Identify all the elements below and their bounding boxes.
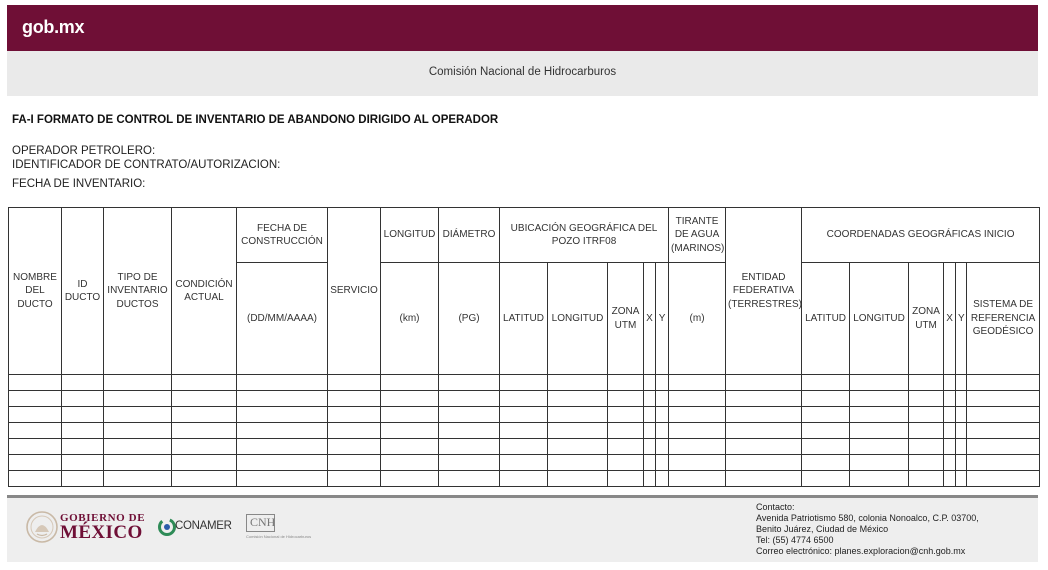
- table-cell[interactable]: [669, 471, 726, 487]
- table-row: [9, 391, 1040, 407]
- table-cell[interactable]: [104, 423, 172, 439]
- table-cell[interactable]: [237, 439, 328, 455]
- gob-mx-logo[interactable]: gob.mx: [22, 17, 85, 37]
- table-cell[interactable]: [9, 439, 62, 455]
- table-cell[interactable]: [104, 471, 172, 487]
- header-nombre-ducto: NOMBRE DEL DUCTO: [9, 208, 62, 375]
- table-cell[interactable]: [656, 423, 669, 439]
- fecha-inventario-label: FECHA DE INVENTARIO:: [12, 178, 146, 190]
- table-cell[interactable]: [548, 407, 608, 423]
- footer: [7, 498, 1038, 562]
- header-coordenadas-inicio: COORDENADAS GEOGRÁFICAS INICIO: [802, 208, 1040, 263]
- table-cell[interactable]: [944, 407, 956, 423]
- table-cell[interactable]: [62, 407, 104, 423]
- table-cell[interactable]: [644, 375, 656, 391]
- table-cell[interactable]: [802, 455, 850, 471]
- table-cell[interactable]: [104, 375, 172, 391]
- table-cell[interactable]: [608, 407, 644, 423]
- table-cell[interactable]: [669, 391, 726, 407]
- table-cell[interactable]: [548, 455, 608, 471]
- table-cell[interactable]: [644, 471, 656, 487]
- table-cell[interactable]: [439, 375, 500, 391]
- table-cell[interactable]: [500, 439, 548, 455]
- table-cell[interactable]: [944, 375, 956, 391]
- header-fecha-unit: (DD/MM/AAAA): [237, 263, 328, 375]
- table-cell[interactable]: [172, 423, 237, 439]
- table-cell[interactable]: [669, 407, 726, 423]
- table-cell[interactable]: [850, 455, 909, 471]
- table-cell[interactable]: [944, 439, 956, 455]
- table-cell[interactable]: [548, 391, 608, 407]
- table-cell[interactable]: [104, 391, 172, 407]
- contact-address-line2: Benito Juárez, Ciudad de México: [756, 524, 889, 534]
- table-cell[interactable]: [656, 455, 669, 471]
- table-cell[interactable]: [9, 455, 62, 471]
- operador-label: OPERADOR PETROLERO:: [12, 145, 156, 157]
- header-tirante-unit: (m): [669, 263, 726, 375]
- header-ubicacion-x: X: [644, 263, 656, 375]
- table-cell[interactable]: [237, 423, 328, 439]
- table-cell[interactable]: [381, 439, 439, 455]
- table-cell[interactable]: [944, 455, 956, 471]
- header-ubicacion-y: Y: [656, 263, 669, 375]
- table-cell[interactable]: [726, 375, 802, 391]
- table-cell[interactable]: [500, 455, 548, 471]
- table-cell[interactable]: [669, 439, 726, 455]
- table-cell[interactable]: [956, 439, 967, 455]
- table-cell[interactable]: [439, 423, 500, 439]
- table-cell[interactable]: [500, 423, 548, 439]
- table-cell[interactable]: [956, 423, 967, 439]
- table-cell[interactable]: [909, 375, 944, 391]
- table-cell[interactable]: [956, 391, 967, 407]
- table-cell[interactable]: [439, 439, 500, 455]
- table-cell[interactable]: [62, 455, 104, 471]
- table-cell[interactable]: [500, 375, 548, 391]
- table-cell[interactable]: [439, 471, 500, 487]
- table-cell[interactable]: [967, 471, 1040, 487]
- table-cell[interactable]: [802, 439, 850, 455]
- form-title: FA-I FORMATO DE CONTROL DE INVENTARIO DE ABANDONO DIRIGIDO AL OPERADOR: [12, 114, 499, 126]
- table-cell[interactable]: [172, 439, 237, 455]
- header-coordenadas-latitud: LATITUD: [802, 263, 850, 375]
- table-cell[interactable]: [956, 455, 967, 471]
- table-cell[interactable]: [62, 439, 104, 455]
- table-cell[interactable]: [62, 375, 104, 391]
- table-cell[interactable]: [104, 439, 172, 455]
- table-row: [9, 423, 1040, 439]
- header-diametro: DIÁMETRO: [439, 208, 500, 263]
- header-id-ducto: ID DUCTO: [62, 208, 104, 375]
- table-cell[interactable]: [967, 455, 1040, 471]
- table-cell[interactable]: [644, 423, 656, 439]
- contact-email[interactable]: Correo electrónico: planes.exploracion@cnh.gob.mx: [756, 546, 966, 556]
- contact-title: Contacto:: [756, 502, 795, 512]
- cnh-subtitle: Comisión Nacional de Hidrocarburos: [246, 534, 312, 539]
- table-cell[interactable]: [328, 439, 381, 455]
- table-cell[interactable]: [9, 375, 62, 391]
- header-longitud-unit: (km): [381, 263, 439, 375]
- header-diametro-unit: (PG): [439, 263, 500, 375]
- table-cell[interactable]: [656, 439, 669, 455]
- table-cell[interactable]: [500, 391, 548, 407]
- table-row: [9, 439, 1040, 455]
- header-ubicacion-longitud: LONGITUD: [548, 263, 608, 375]
- table-cell[interactable]: [439, 391, 500, 407]
- table-cell[interactable]: [967, 375, 1040, 391]
- table-cell[interactable]: [328, 375, 381, 391]
- table-cell[interactable]: [381, 455, 439, 471]
- table-cell[interactable]: [726, 423, 802, 439]
- mexico-text: MÉXICO: [60, 522, 143, 543]
- table-cell[interactable]: [500, 471, 548, 487]
- table-row: [9, 375, 1040, 391]
- table-cell[interactable]: [381, 471, 439, 487]
- table-cell[interactable]: [439, 455, 500, 471]
- table-cell[interactable]: [944, 471, 956, 487]
- table-cell[interactable]: [802, 423, 850, 439]
- header-entidad-federativa: ENTIDAD FEDERATIVA (TERRESTRES): [726, 208, 802, 375]
- table-cell[interactable]: [669, 455, 726, 471]
- table-cell[interactable]: [967, 391, 1040, 407]
- contact-address-line1: Avenida Patriotismo 580, colonia Nonoalco, C.P. 03700,: [756, 513, 979, 523]
- table-cell[interactable]: [967, 423, 1040, 439]
- table-cell[interactable]: [608, 375, 644, 391]
- table-cell[interactable]: [909, 391, 944, 407]
- table-cell[interactable]: [237, 455, 328, 471]
- table-cell[interactable]: [62, 471, 104, 487]
- table-cell[interactable]: [172, 375, 237, 391]
- table-cell[interactable]: [172, 471, 237, 487]
- table-row: [9, 407, 1040, 423]
- table-cell[interactable]: [909, 455, 944, 471]
- header-ubicacion-zona-utm: ZONA UTM: [608, 263, 644, 375]
- table-cell[interactable]: [644, 407, 656, 423]
- table-cell[interactable]: [656, 375, 669, 391]
- table-cell[interactable]: [9, 407, 62, 423]
- header-condicion-actual: CONDICIÓN ACTUAL: [172, 208, 237, 375]
- table-cell[interactable]: [104, 407, 172, 423]
- conamer-text: CONAMER: [175, 520, 232, 532]
- header-tipo-inventario: TIPO DE INVENTARIO DUCTOS: [104, 208, 172, 375]
- table-cell[interactable]: [237, 375, 328, 391]
- table-cell[interactable]: [439, 407, 500, 423]
- table-cell[interactable]: [944, 423, 956, 439]
- table-cell[interactable]: [967, 439, 1040, 455]
- header-sistema-referencia: SISTEMA DE REFERENCIA GEODÉSICO: [967, 263, 1040, 375]
- identificador-label: IDENTIFICADOR DE CONTRATO/AUTORIZACION:: [12, 159, 281, 171]
- table-cell[interactable]: [328, 407, 381, 423]
- table-cell[interactable]: [656, 407, 669, 423]
- table-cell[interactable]: [9, 423, 62, 439]
- header-coordenadas-x: X: [944, 263, 956, 375]
- table-cell[interactable]: [9, 391, 62, 407]
- header-coordenadas-longitud: LONGITUD: [850, 263, 909, 375]
- table-cell[interactable]: [608, 455, 644, 471]
- conamer-logo-icon: [158, 518, 176, 536]
- table-cell[interactable]: [608, 391, 644, 407]
- table-cell[interactable]: [802, 407, 850, 423]
- table-cell[interactable]: [850, 375, 909, 391]
- table-cell[interactable]: [944, 391, 956, 407]
- header-servicio: SERVICIO: [328, 208, 381, 375]
- table-cell[interactable]: [909, 423, 944, 439]
- table-cell[interactable]: [328, 471, 381, 487]
- table-cell[interactable]: [669, 375, 726, 391]
- table-cell[interactable]: [328, 391, 381, 407]
- table-cell[interactable]: [909, 439, 944, 455]
- table-cell[interactable]: [608, 439, 644, 455]
- table-cell[interactable]: [62, 423, 104, 439]
- agency-name: Comisión Nacional de Hidrocarburos: [428, 66, 617, 78]
- table-cell[interactable]: [381, 375, 439, 391]
- header-ubicacion-latitud: LATITUD: [500, 263, 548, 375]
- table-row: [9, 471, 1040, 487]
- table-cell[interactable]: [9, 471, 62, 487]
- table-cell[interactable]: [172, 407, 237, 423]
- table-cell[interactable]: [328, 423, 381, 439]
- table-cell[interactable]: [850, 423, 909, 439]
- table-cell[interactable]: [548, 423, 608, 439]
- header-fecha-construccion: FECHA DE CONSTRUCCIÓN: [237, 208, 328, 263]
- table-cell[interactable]: [802, 471, 850, 487]
- table-row: [9, 455, 1040, 471]
- table-cell[interactable]: [548, 375, 608, 391]
- table-cell[interactable]: [850, 439, 909, 455]
- table-cell[interactable]: [909, 471, 944, 487]
- table-cell[interactable]: [381, 423, 439, 439]
- table-cell[interactable]: [500, 407, 548, 423]
- table-cell[interactable]: [726, 471, 802, 487]
- table-cell[interactable]: [726, 439, 802, 455]
- table-cell[interactable]: [850, 391, 909, 407]
- table-cell[interactable]: [608, 423, 644, 439]
- table-cell[interactable]: [644, 439, 656, 455]
- contact-phone: Tel: (55) 4774 6500: [756, 535, 834, 545]
- table-cell[interactable]: [802, 375, 850, 391]
- table-cell[interactable]: [62, 391, 104, 407]
- table-cell[interactable]: [656, 471, 669, 487]
- inventory-table: [8, 207, 1040, 487]
- table-cell[interactable]: [726, 455, 802, 471]
- table-cell[interactable]: [548, 439, 608, 455]
- cnh-logo-text: CNH: [250, 515, 276, 529]
- table-cell[interactable]: [909, 407, 944, 423]
- table-cell[interactable]: [172, 455, 237, 471]
- table-cell[interactable]: [726, 391, 802, 407]
- table-cell[interactable]: [548, 471, 608, 487]
- table-cell[interactable]: [850, 407, 909, 423]
- table-cell[interactable]: [967, 407, 1040, 423]
- table-cell[interactable]: [802, 391, 850, 407]
- contact-block: [756, 502, 979, 557]
- table-cell[interactable]: [237, 407, 328, 423]
- table-cell[interactable]: [956, 407, 967, 423]
- gobierno-de-text: GOBIERNO DE: [60, 512, 146, 524]
- top-banner: [7, 5, 1038, 51]
- agency-bar: [7, 51, 1038, 96]
- table-cell[interactable]: [608, 471, 644, 487]
- table-cell[interactable]: [104, 455, 172, 471]
- mexico-emblem-icon: [25, 510, 59, 544]
- header-coordenadas-zona-utm: ZONA UTM: [909, 263, 944, 375]
- header-longitud: LONGITUD: [381, 208, 439, 263]
- table-cell[interactable]: [669, 423, 726, 439]
- table-cell[interactable]: [726, 407, 802, 423]
- header-coordenadas-y: Y: [956, 263, 967, 375]
- header-tirante-agua: TIRANTE DE AGUA (MARINOS): [669, 208, 726, 263]
- table-cell[interactable]: [328, 455, 381, 471]
- table-cell[interactable]: [850, 471, 909, 487]
- table-cell[interactable]: [644, 391, 656, 407]
- table-cell[interactable]: [644, 455, 656, 471]
- table-cell[interactable]: [172, 391, 237, 407]
- table-cell[interactable]: [956, 471, 967, 487]
- table-cell[interactable]: [656, 391, 669, 407]
- table-cell[interactable]: [381, 391, 439, 407]
- table-cell[interactable]: [956, 375, 967, 391]
- table-cell[interactable]: [381, 407, 439, 423]
- table-cell[interactable]: [237, 391, 328, 407]
- header-ubicacion-geografica: UBICACIÓN GEOGRÁFICA DEL POZO ITRF08: [500, 208, 669, 263]
- table-cell[interactable]: [237, 471, 328, 487]
